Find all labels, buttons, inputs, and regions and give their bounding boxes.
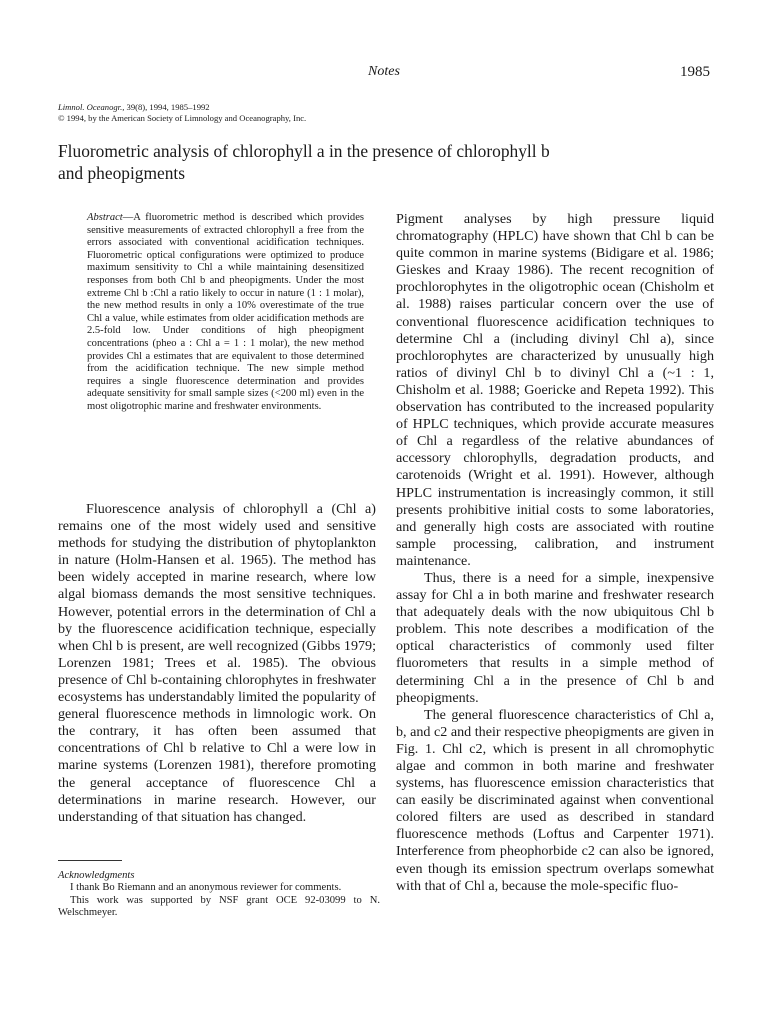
citation-line: [58, 102, 306, 113]
body-paragraph: Pigment analyses by high pressure liquid chromatography (HPLC) have shown that Chl b can be quite common in marine systems (Bidigare et al. 1986; Gieskes and Kraay 1986). The recent recognition of prochlorophytes in the oligotrophic ocean (Chisholm et al. 1988) raises particular concern over the use of conventional fluorescence acidification techniques to determine Chl a (including divinyl Chl a), since prochlorophytes are characterized by unusually high ratios of divinyl Chl b to divinyl Chl a (~1 : 1, Chisholm et al. 1988; Goericke and Repeta 1992). This observation has contributed to the increased popularity of HPLC techniques, which provide accurate measures of Chl a regardless of the relative abundances of accessory chlorophylls, degradation products, and carotenoids (Wright et al. 1991). However, although HPLC instrumentation is increasingly common, it still presents prohibitive initial costs to some laboratories, and generally high costs are associated with routine sample processing, calibration, and instrument maintenance.: [396, 211, 714, 569]
article-title: Fluorometric analysis of chlorophyll a in the presence of chlorophyll b and pheopigments: [58, 141, 550, 183]
abstract-label: Abstract: [87, 212, 123, 223]
body-paragraph: Fluorescence analysis of chlorophyll a (Chl a) remains one of the most widely used and sensitive methods for studying the distribution of phytoplankton in nature (Holm-Hansen et al. 1965). The method has been widely accepted in marine research, where low algal biomass demands the most sensitive techniques. However, potential errors in the determination of Chl a by the fluorescence acidification technique, especially when Chl b is present, are well recognized (Gibbs 1979; Lorenzen 1981; Trees et al. 1985). The obvious presence of Chl b-containing chlorophytes in freshwater ecosystems has understandably limited the popularity of general fluorescence methods in limnologic work. On the contrary, it has often been assumed that concentrations of Chl b relative to Chl a were low in marine systems (Lorenzen 1981), therefore promoting the general acceptance of fluorescence Chl a determinations in marine research. However, our understanding of that situation has changed.: [58, 501, 376, 825]
body-paragraph: The general fluorescence characteristics of Chl a, b, and c2 and their respective pheopigments are given in Fig. 1. Chl c2, which is present in all chromophytic algae and common in both marine and freshwater systems, has fluorescence emission characteristics that can easily be discriminated against when conventional colored filters are used as described in standard fluorescence methods (Loftus and Carpenter 1971). Interference from pheophorbide c2 can also be ignored, even though its emission spectrum overlaps somewhat with that of Chl a, because the mole-specific fluo-: [396, 706, 714, 894]
acknowledgment-line: This work was supported by NSF grant OCE 92-03099 to N. Welschmeyer.: [58, 894, 380, 919]
abstract-text: —A fluorometric method is described which provides sensitive measurements of extracted chlorophyll a free from the errors associated with conventional acidification techniques. Fluorometric optical configurations were optimized to produce maximum sensitivity to Chl a while maintaining desensitized responses from both Chl b and pheopigments. Under the most extreme Chl b :Chl a ratio likely to occur in nature (1 : 1 molar), the new method results in only a 10% overestimate of the true Chl a value, while estimates from older acidification methods are 2.5-fold low. Under conditions of high pheopigment concentrations (pheo a : Chl a = 1 : 1 molar), the new method provides Chl a estimates that are equivalent to those determined from the acidification technique. The new simple method requires a single fluorescence determination and provides adequate sensitivity for small sample sizes (<200 ml) even in the most oligotrophic marine and freshwater environments.: [87, 212, 364, 412]
page-number: 1985: [680, 64, 710, 80]
acknowledgments: [58, 870, 380, 920]
journal-name: Limnol. Oceanogr.,: [58, 102, 125, 112]
body-column-right: [396, 211, 714, 895]
citation-block: [58, 102, 306, 124]
footnote-divider: [58, 860, 122, 861]
running-head: Notes: [368, 64, 400, 79]
body-paragraph: Thus, there is a need for a simple, inexpensive assay for Chl a in both marine and freshwater research that adequately deals with the now ubiquitous Chl b problem. This note describes a modification of the optical characteristics of commonly used filter fluorometers that results in a simple method of determining Chl a in the presence of Chl b and pheopigments.: [396, 569, 714, 706]
acknowledgment-line: I thank Bo Riemann and an anonymous reviewer for comments.: [70, 882, 342, 894]
volume-pages: 39(8), 1994, 1985–1992: [124, 102, 210, 112]
abstract: [87, 212, 364, 414]
copyright-line: © 1994, by the American Society of Limnology and Oceanography, Inc.: [58, 113, 307, 123]
acknowledgments-title: Acknowledgments: [58, 870, 135, 881]
body-column-left: [58, 501, 376, 826]
